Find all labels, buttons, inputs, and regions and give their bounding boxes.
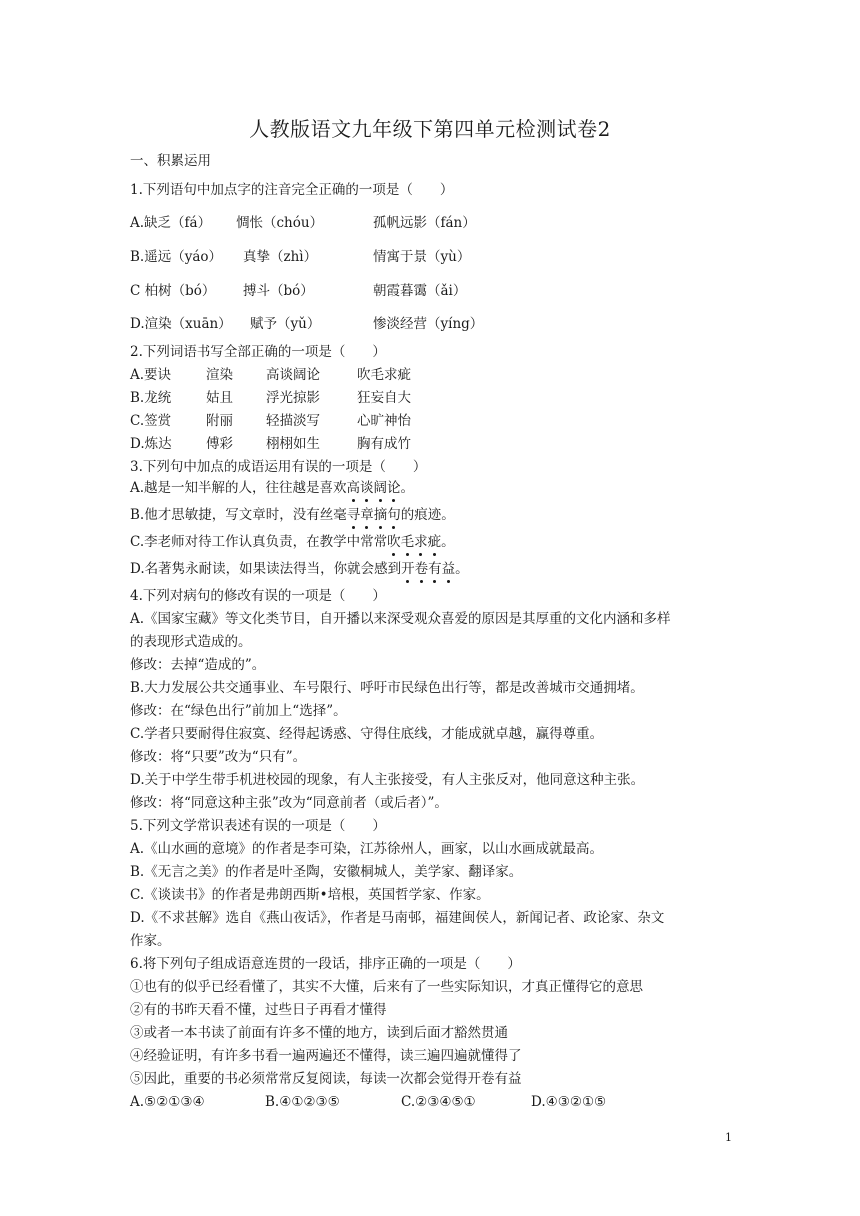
q3-option-d [130, 560, 469, 578]
q3-d-end: 。 [455, 561, 469, 577]
q3-option-a [130, 479, 414, 497]
q6-option-a: A.⑤②①③④ [130, 1094, 205, 1110]
q2-b-3: 浮光掠影 [266, 390, 320, 406]
q4-a-fix: 修改：去掉“造成的”。 [130, 657, 266, 673]
q2-a-4: 吹毛求疵 [357, 367, 411, 383]
q3-a-idiom: 高谈阔论 [346, 480, 401, 496]
q2-d-2: 傅彩 [206, 436, 233, 452]
q4-d-fix: 修改：将“同意这种主张”改为“同意前者（或后者）”。 [130, 795, 448, 811]
q4-b-fix: 修改：在“绿色出行”前加上“选择”。 [130, 703, 347, 719]
q1-option-c-2: 搏斗（bó） [243, 283, 314, 299]
q4-c-line1: C.学者只要耐得住寂寞、经得起诱惑、守得住底线，才能成就卓越，赢得尊重。 [130, 726, 604, 742]
q1-option-b-1: B.遥远（yáo） [130, 249, 223, 265]
q3-a-end: 。 [400, 480, 415, 496]
question-4-stem: 4.下列对病句的修改有误的一项是（ ） [130, 588, 386, 604]
q6-option-b: B.④①②③⑤ [265, 1094, 340, 1110]
q3-b-end: 的痕迹。 [400, 507, 455, 523]
q3-b-idiom: 寻章摘句 [346, 507, 401, 523]
q2-a-1: A.要诀 [130, 367, 172, 383]
q3-d-text: D.名著隽永耐读，如果读法得当，你就会感到 [130, 561, 402, 577]
q1-option-d-2: 赋予（yǔ） [250, 316, 321, 332]
document-title: 人教版语文九年级下第四单元检测试卷2 [249, 117, 611, 141]
q2-d-3: 栩栩如生 [266, 436, 320, 452]
q1-option-c-1: C 柏树（bó） [130, 283, 216, 299]
q2-b-1: B.龙统 [130, 390, 172, 406]
q2-b-4: 狂妄自大 [357, 390, 411, 406]
q3-d-idiom: 开卷有益 [401, 561, 456, 577]
question-6-stem: 6.将下列句子组成语意连贯的一段话，排序正确的一项是（ ） [130, 956, 521, 972]
q4-a-line1: A.《国家宝藏》等文化类节目，自开播以来深受观众喜爱的原因是其厚重的文化内涵和多样 [130, 611, 671, 627]
q2-c-2: 附丽 [206, 413, 233, 429]
question-3-stem: 3.下列句中加点的成语运用有误的一项是（ ） [130, 459, 427, 475]
q1-option-d-3: 惨淡经营（yíng） [373, 316, 484, 332]
q2-a-2: 渲染 [206, 367, 233, 383]
q4-b-line1: B.大力发展公共交通事业、车号限行、呼吁市民绿色出行等，都是改善城市交通拥堵。 [130, 680, 644, 696]
q5-option-c: C.《谈读书》的作者是弗朗西斯•培根，英国哲学家、作家。 [130, 887, 490, 903]
q2-c-4: 心旷神怡 [357, 413, 411, 429]
q4-d-line1: D.关于中学生带手机进校园的现象，有人主张接受，有人主张反对，他同意这种主张。 [130, 772, 645, 788]
q4-c-fix: 修改：将“只要”改为“只有”。 [130, 749, 307, 765]
q5-option-b: B.《无言之美》的作者是叶圣陶，安徽桐城人，美学家、翻译家。 [130, 864, 523, 880]
q2-c-3: 轻描淡写 [266, 413, 320, 429]
q1-option-b-2: 真挚（zhì） [243, 249, 318, 265]
q1-option-a-2: 惆怅（chóu） [236, 215, 324, 231]
q1-option-d-1: D.渲染（xuān） [130, 316, 232, 332]
question-2-stem: 2.下列词语书写全部正确的一项是（ ） [130, 344, 386, 360]
section-heading: 一、积累运用 [130, 153, 211, 169]
q2-b-2: 姑且 [206, 390, 233, 406]
page-number: 1 [725, 1131, 732, 1144]
q2-d-4: 胸有成竹 [357, 436, 411, 452]
question-1-stem: 1.下列语句中加点字的注音完全正确的一项是（ ） [130, 182, 454, 198]
q5-option-d-line2: 作家。 [130, 933, 171, 949]
q6-sentence-5: ⑤因此，重要的书必须常常反复阅读，每读一次都会觉得开卷有益 [130, 1071, 522, 1087]
q3-c-text: C.李老师对待工作认真负责，在教学中常常 [130, 534, 388, 550]
q2-d-1: D.炼达 [130, 436, 172, 452]
q1-option-b-3: 情寓于景（yù） [373, 249, 471, 265]
q6-option-c: C.②③④⑤① [401, 1094, 476, 1110]
q3-b-text: B.他才思敏捷，写文章时，没有丝毫 [130, 507, 347, 523]
q6-sentence-3: ③或者一本书读了前面有许多不懂的地方，读到后面才豁然贯通 [130, 1025, 508, 1041]
q3-option-b [130, 506, 455, 524]
q3-c-idiom: 吹毛求疵 [387, 534, 442, 550]
q6-option-d: D.④③②①⑤ [531, 1094, 607, 1110]
q1-option-c-3: 朝霞暮霭（ǎi） [373, 283, 467, 299]
q6-sentence-2: ②有的书昨天看不懂，过些日子再看才懂得 [130, 1002, 387, 1018]
q1-option-a-3: 孤帆远影（fán） [373, 215, 476, 231]
q6-sentence-1: ①也有的似乎已经看懂了，其实不大懂，后来有了一些实际知识，才真正懂得它的意思 [130, 979, 643, 995]
q1-option-a-1: A.缺乏（fá） [130, 215, 212, 231]
q5-option-d-line1: D.《不求甚解》选自《燕山夜话》，作者是马南邨，福建闽侯人，新闻记者、政论家、杂文 [130, 910, 665, 926]
q3-option-c [130, 533, 455, 551]
q2-c-1: C.签赏 [130, 413, 172, 429]
q2-a-3: 高谈阔论 [266, 367, 320, 383]
q4-a-line2: 的表现形式造成的。 [130, 634, 252, 650]
q3-c-end: 。 [441, 534, 455, 550]
q5-option-a: A.《山水画的意境》的作者是李可染，江苏徐州人，画家，以山水画成就最高。 [130, 841, 604, 857]
q6-sentence-4: ④经验证明，有许多书看一遍两遍还不懂得，读三遍四遍就懂得了 [130, 1048, 522, 1064]
q3-a-text: A.越是一知半解的人，往往越是喜欢 [130, 480, 347, 496]
question-5-stem: 5.下列文学常识表述有误的一项是（ ） [130, 818, 386, 834]
